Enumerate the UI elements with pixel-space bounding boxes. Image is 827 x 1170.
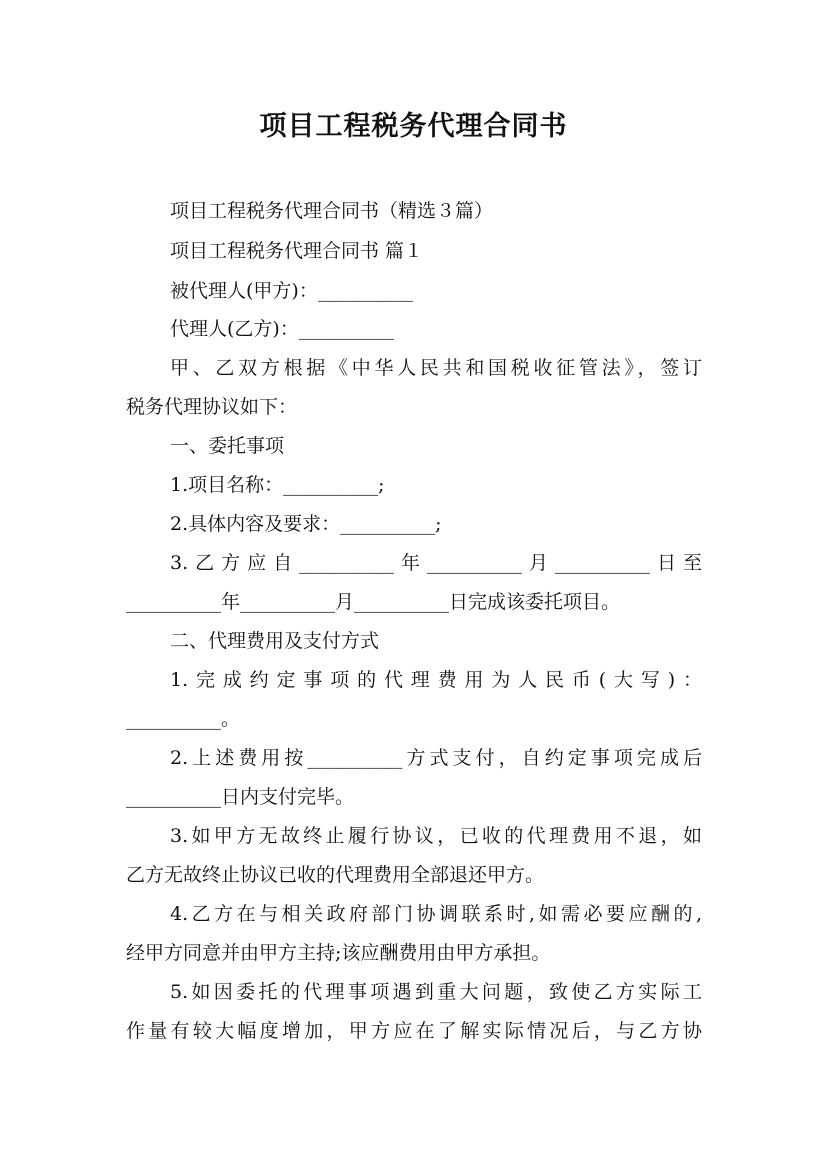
doc-line: 一、委托事项 [170, 435, 285, 457]
doc-line: 项目工程税务代理合同书（精选３篇） [170, 200, 494, 222]
doc-line: 甲、乙双方根据《中华人民共和国税收征管法》，签订 [170, 357, 702, 379]
doc-line: 税务代理协议如下： [126, 396, 298, 418]
doc-line: 作量有较大幅度增加，甲方应在了解实际情况后，与乙方协 [126, 1020, 702, 1042]
doc-line: 经甲方同意并由甲方主持;该应酬费用由甲方承担。 [126, 942, 551, 964]
doc-line: 3.乙方应自__________年__________月__________日至 [170, 552, 702, 574]
doc-line: 2.上述费用按__________方式支付，自约定事项完成后 [170, 747, 702, 769]
doc-line: 3.如甲方无故终止履行协议，已收的代理费用不退，如 [170, 825, 702, 847]
doc-line: __________。 [126, 708, 241, 730]
doc-line: 1.完成约定事项的代理费用为人民币(大写)： [170, 669, 702, 691]
doc-line: 2.具体内容及要求：__________; [170, 513, 442, 535]
doc-line: __________年__________月__________日完成该委托项目。 [126, 591, 621, 613]
doc-line: 1.项目名称：__________; [170, 474, 385, 496]
doc-line: 5.如因委托的代理事项遇到重大问题，致使乙方实际工 [170, 981, 702, 1003]
doc-line: 乙方无故终止协议已收的代理费用全部退还甲方。 [126, 864, 545, 886]
document-title: 项目工程税务代理合同书 [259, 111, 568, 142]
doc-line: 代理人(乙方)：__________ [170, 318, 394, 340]
doc-line: 4.乙方在与相关政府部门协调联系时,如需必要应酬的, [170, 903, 702, 925]
doc-line: 项目工程税务代理合同书 篇１ [170, 240, 424, 262]
doc-line: 二、代理费用及支付方式 [170, 630, 380, 652]
doc-line: __________日内支付完毕。 [126, 786, 355, 808]
doc-line: 被代理人(甲方)：__________ [170, 280, 413, 302]
